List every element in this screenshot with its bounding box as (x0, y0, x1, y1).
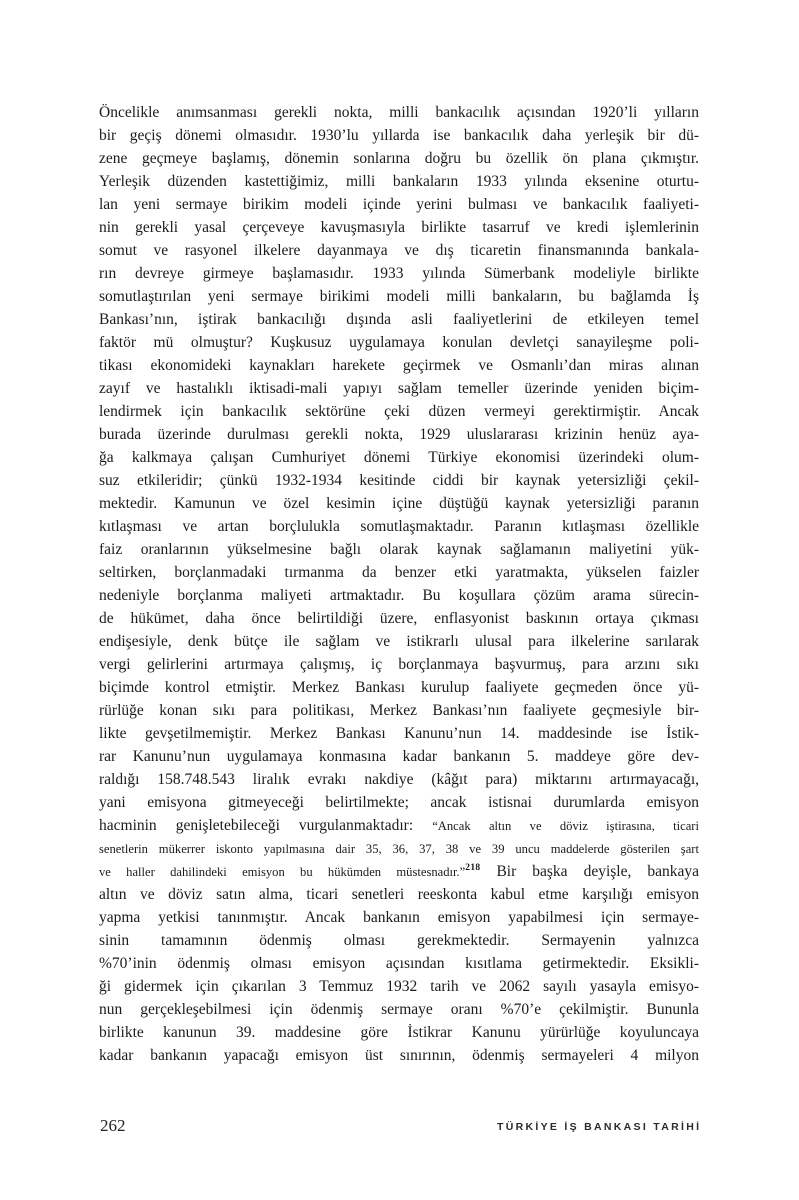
text-segment: ğa kalkmaya çalışan Cumhuriyet dönemi Türkiye ekonomisi üzerindeki olum- (99, 449, 699, 466)
quote-segment: senetlerin mükerrer iskonto yapılmasına dair 35, 36, 37, 38 ve 39 uncu maddelerde gösterilen şart (99, 842, 699, 856)
text-segment: ği gidermek için çıkarılan 3 Temmuz 1932 tarih ve 2062 sayılı yasayla emisyo- (99, 978, 699, 995)
text-line (99, 1021, 699, 1044)
text-segment: faiz oranlarının yükselmesine bağlı olarak kaynak sağlamanın maliyetini yük- (99, 541, 699, 558)
text-segment: biçimde kontrol etmiştir. Merkez Bankası kurulup faaliyete geçmeden önce yü- (99, 679, 699, 696)
page-footer (99, 1114, 702, 1142)
text-segment: lan yeni sermaye birikim modeli içinde yerini bulması ve bankacılık faaliyeti- (99, 196, 699, 213)
text-line (99, 101, 699, 124)
text-line (99, 492, 699, 515)
text-line (99, 216, 699, 239)
text-segment: burada üzerinde durulması gerekli nokta, 1929 uluslararası krizinin henüz aya- (99, 426, 699, 443)
text-line (99, 561, 699, 584)
text-line (99, 239, 699, 262)
text-segment: somut ve rasyonel ilkelere dayanmaya ve dış ticaretin finansmanında bankala- (99, 242, 699, 259)
quote-segment: ve haller dahilindeki emisyon bu hükümden müstesnadır.” (99, 865, 466, 879)
text-segment: seltirken, borçlanmadaki tırmanma da benzer etki yaratmakta, yükselen faizler (99, 564, 699, 581)
quote-segment: “Ancak altın ve döviz iştirasına, ticari (432, 819, 699, 833)
text-segment: zene geçmeye başlamış, dönemin sonlarına doğru bu özellik ön plana çıkmıştır. (99, 150, 699, 167)
text-line (99, 860, 699, 883)
text-segment: raldığı 158.748.543 liralık evrakı nakdiye (kâğıt para) miktarını artırmayacağı, (99, 771, 699, 788)
text-segment: lendirmek için bankacılık sektörüne çeki düzen vermeyi gerektirmiştir. Ancak (99, 403, 699, 420)
text-line (99, 653, 699, 676)
text-line (99, 998, 699, 1021)
text-line (99, 423, 699, 446)
text-line (99, 538, 699, 561)
text-line (99, 699, 699, 722)
text-line (99, 124, 699, 147)
footnote-ref: 218 (465, 862, 481, 873)
text-line (99, 791, 699, 814)
text-line (99, 1044, 699, 1067)
text-line (99, 262, 699, 285)
text-line (99, 584, 699, 607)
page-number: 262 (100, 1116, 126, 1135)
text-line (99, 147, 699, 170)
text-segment: bir geçiş dönemi olmasıdır. 1930’lu yıllarda ise bankacılık daha yerleşik bir dü- (99, 127, 699, 144)
text-segment: suz etkileridir; çünkü 1932-1934 kesitinde ciddi bir kaynak yetersizliği çekil- (99, 472, 699, 489)
text-segment: Bankası’nın, iştirak bankacılığı dışında asli faaliyetlerini de etkileyen temel (99, 311, 699, 328)
text-line (99, 400, 699, 423)
text-line (99, 814, 699, 837)
text-line (99, 722, 699, 745)
text-line (99, 883, 699, 906)
text-line (99, 515, 699, 538)
text-line (99, 768, 699, 791)
text-segment: sinin tamamının ödenmiş olması gerekmektedir. Sermayenin yalnızca (99, 932, 699, 949)
text-segment: kadar bankanın yapacağı emisyon üst sınırının, ödenmiş sermayeleri 4 milyon (99, 1047, 699, 1064)
text-segment: kıtlaşması ve artan borçlulukla somutlaşmaktadır. Paranın kıtlaşması özellikle (99, 518, 699, 535)
text-segment: hacminin genişletebileceği vurgulanmaktadır: (99, 817, 433, 834)
text-line (99, 906, 699, 929)
text-line (99, 630, 699, 653)
text-segment: de hükümet, daha önce belirtildiği üzere, enflasyonist baskının ortaya çıkması (99, 610, 699, 627)
text-line (99, 193, 699, 216)
text-segment: nin gerekli yasal çerçeveye kavuşmasıyla birlikte tasarruf ve kredi işlemlerinin (99, 219, 699, 236)
text-segment: yapma yetkisi tanınmıştır. Ancak bankanın emisyon yapabilmesi için sermaye- (99, 909, 699, 926)
text-line (99, 469, 699, 492)
text-segment: somutlaştırılan yeni sermaye birikimi modeli milli bankaların, bu bağlamda İş (99, 288, 699, 305)
text-segment: altın ve döviz satın alma, ticari senetleri reeskonta kabul etme karşılığı emisyon (99, 886, 699, 903)
running-title: TÜRKİYE İŞ BANKASI TARİHİ (496, 1121, 702, 1133)
text-segment: Yerleşik düzenden kastettiğimiz, milli bankaların 1933 yılında eksenine oturtu- (99, 173, 699, 190)
text-segment: tikası ekonomideki kaynakları harekete geçirmek ve Osmanlı’dan miras alınan (99, 357, 699, 374)
text-segment: mektedir. Kamunun ve özel kesimin içine düştüğü kaynak yetersizliği paranın (99, 495, 699, 512)
text-segment: %70’inin ödenmiş olması emisyon açısından kısıtlama getirmektedir. Eksikli- (99, 955, 699, 972)
page-body (99, 101, 699, 1067)
text-segment: nedeniyle borçlanma maliyeti artmaktadır. Bu koşullara çözüm arama sürecin- (99, 587, 699, 604)
text-segment: birlikte kanunun 39. maddesine göre İstikrar Kanunu yürürlüğe koyuluncaya (99, 1024, 699, 1041)
text-segment: yani emisyona gitmeyeceği belirtilmekte; ancak istisnai durumlarda emisyon (99, 794, 699, 811)
text-line (99, 745, 699, 768)
text-segment: Bir başka deyişle, bankaya (480, 863, 700, 880)
text-segment: faktör mü olmuştur? Kuşkusuz uygulamaya konulan devletçi sanayileşme poli- (99, 334, 699, 351)
text-line (99, 170, 699, 193)
text-segment: rar Kanunu’nun uygulamaya konmasına kadar bankanın 5. maddeye göre dev- (99, 748, 699, 765)
text-line (99, 354, 699, 377)
text-segment: endişesiyle, denk bütçe ile sağlam ve istikrarlı ulusal para ilkelerine sarılarak (99, 633, 699, 650)
text-line (99, 676, 699, 699)
text-line (99, 607, 699, 630)
text-segment: vergi gelirlerini artırmaya çalışmış, iç borçlanmaya başvurmuş, para arzını sıkı (99, 656, 699, 673)
text-segment: zayıf ve hastalıklı iktisadi-mali yapıyı sağlam temeller üzerinde yeniden biçim- (99, 380, 699, 397)
text-line (99, 308, 699, 331)
text-segment: likte gevşetilmemiştir. Merkez Bankası Kanunu’nun 14. maddesinde ise İstik- (99, 725, 699, 742)
text-line (99, 446, 699, 469)
text-line (99, 331, 699, 354)
text-segment: rürlüğe konan sıkı para politikası, Merkez Bankası’nın faaliyete geçmesiyle bir- (99, 702, 699, 719)
text-line (99, 929, 699, 952)
text-line (99, 285, 699, 308)
text-segment: Öncelikle anımsanması gerekli nokta, milli bankacılık açısından 1920’li yılların (99, 104, 699, 121)
text-line (99, 952, 699, 975)
text-line (99, 377, 699, 400)
text-line (99, 837, 699, 860)
text-segment: rın devreye girmeye başlamasıdır. 1933 yılında Sümerbank modeliyle birlikte (99, 265, 699, 282)
text-segment: nun gerçekleşebilmesi için ödenmiş sermaye oranı %70’e çekilmiştir. Bununla (99, 1001, 699, 1018)
text-line (99, 975, 699, 998)
